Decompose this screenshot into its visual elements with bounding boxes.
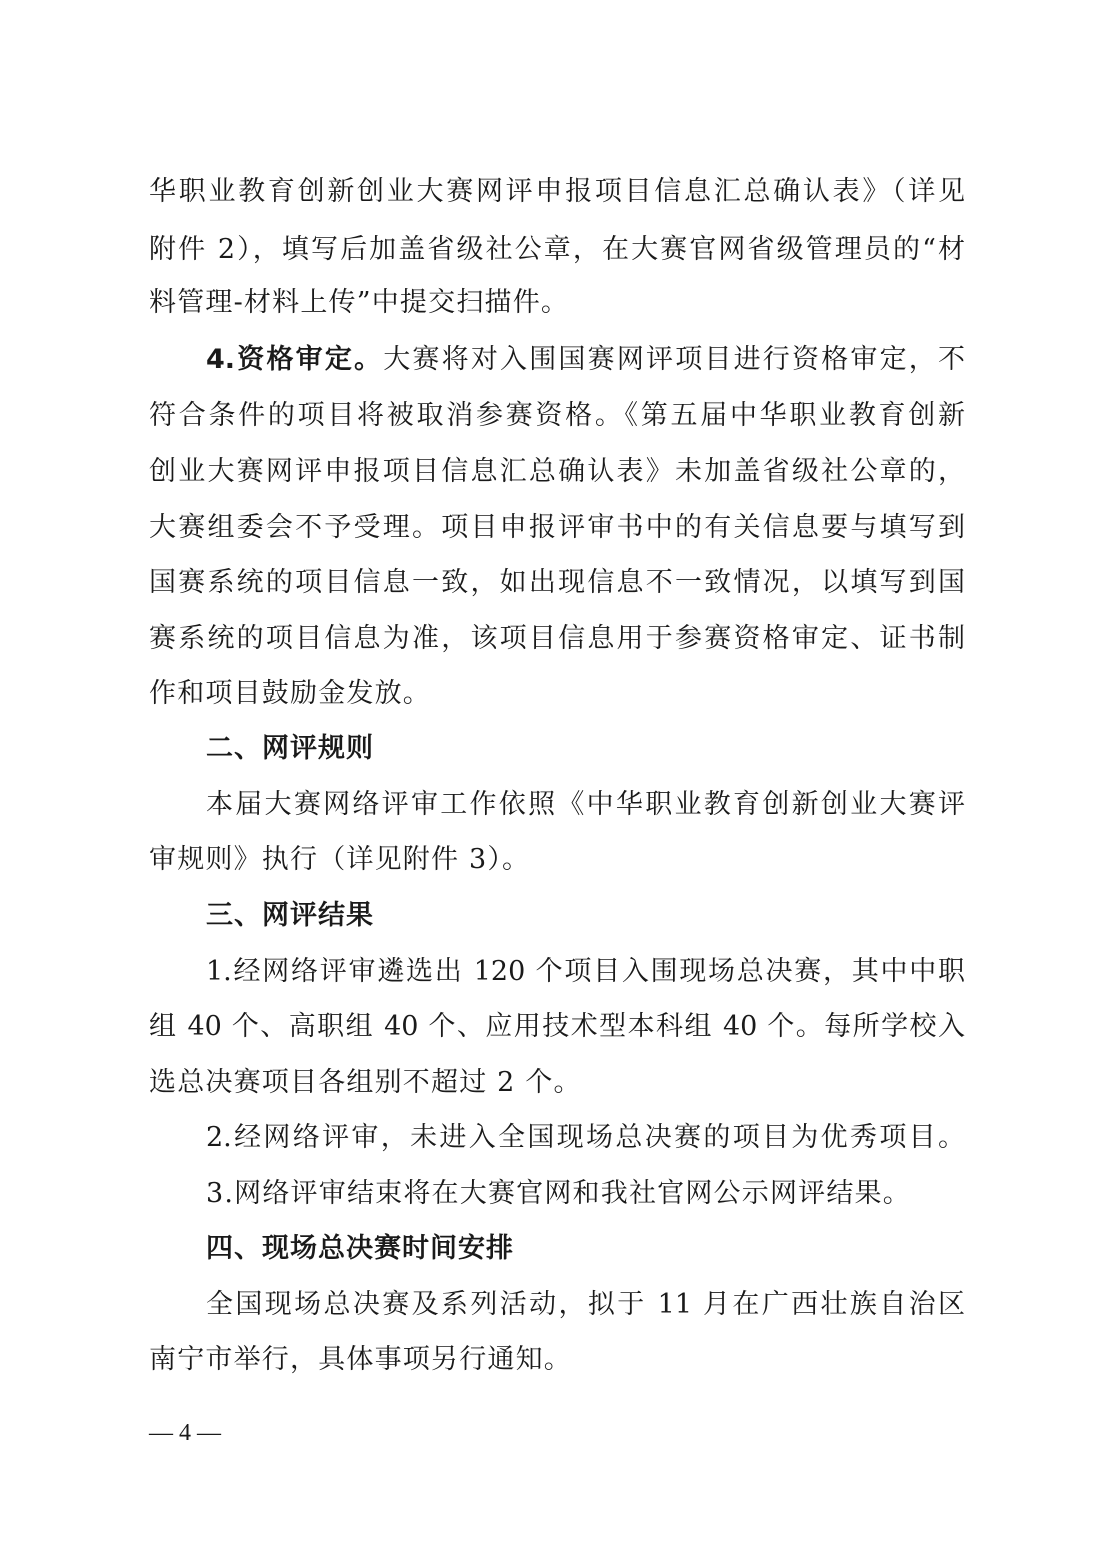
paragraph-line: 选总决赛项目各组别不超过 2 个。 — [149, 1067, 582, 1098]
paragraph-line — [206, 340, 965, 380]
paragraph-line: 本届大赛网络评审工作依照《中华职业教育创新创业大赛评 — [206, 789, 965, 820]
paragraph-line: 3.网络评审结束将在大赛官网和我社官网公示网评结果。 — [206, 1178, 911, 1209]
paragraph-line: 审规则》执行（详见附件 3）。 — [149, 844, 531, 875]
paragraph-line: 附件 2），填写后加盖省级社公章，在大赛官网省级管理员的“材 — [149, 234, 965, 265]
paragraph-line: 国赛系统的项目信息一致，如出现信息不一致情况，以填写到国 — [149, 567, 965, 598]
paragraph-line: 全国现场总决赛及系列活动，拟于 11 月在广西壮族自治区 — [206, 1289, 965, 1320]
paragraph-line: 料管理-材料上传”中提交扫描件。 — [149, 287, 570, 318]
paragraph-line: 大赛组委会不予受理。项目申报评审书中的有关信息要与填写到 — [149, 512, 965, 543]
item-lead: 4.资格审定。 — [206, 344, 384, 375]
paragraph-line: 组 40 个、高职组 40 个、应用技术型本科组 40 个。每所学校入 — [149, 1011, 965, 1042]
paragraph-line: 1.经网络评审遴选出 120 个项目入围现场总决赛，其中中职 — [206, 956, 965, 987]
paragraph-line: 作和项目鼓励金发放。 — [149, 678, 431, 709]
section-heading: 三、网评结果 — [206, 900, 374, 931]
section-heading: 四、现场总决赛时间安排 — [206, 1233, 514, 1264]
paragraph-line: 符合条件的项目将被取消参赛资格。《第五届中华职业教育创新 — [149, 400, 965, 431]
section-heading: 二、网评规则 — [206, 733, 374, 764]
page-number: — 4 — — [149, 1420, 221, 1446]
paragraph-line: 2.经网络评审，未进入全国现场总决赛的项目为优秀项目。 — [206, 1122, 965, 1153]
paragraph-line: 赛系统的项目信息为准，该项目信息用于参赛资格审定、证书制 — [149, 623, 965, 654]
paragraph-line: 创业大赛网评申报项目信息汇总确认表》未加盖省级社公章的， — [149, 456, 965, 487]
paragraph-line: 南宁市举行，具体事项另行通知。 — [149, 1344, 572, 1375]
item-text: 大赛将对入围国赛网评项目进行资格审定，不 — [383, 344, 965, 375]
paragraph-line: 华职业教育创新创业大赛网评申报项目信息汇总确认表》（详见 — [149, 176, 965, 207]
